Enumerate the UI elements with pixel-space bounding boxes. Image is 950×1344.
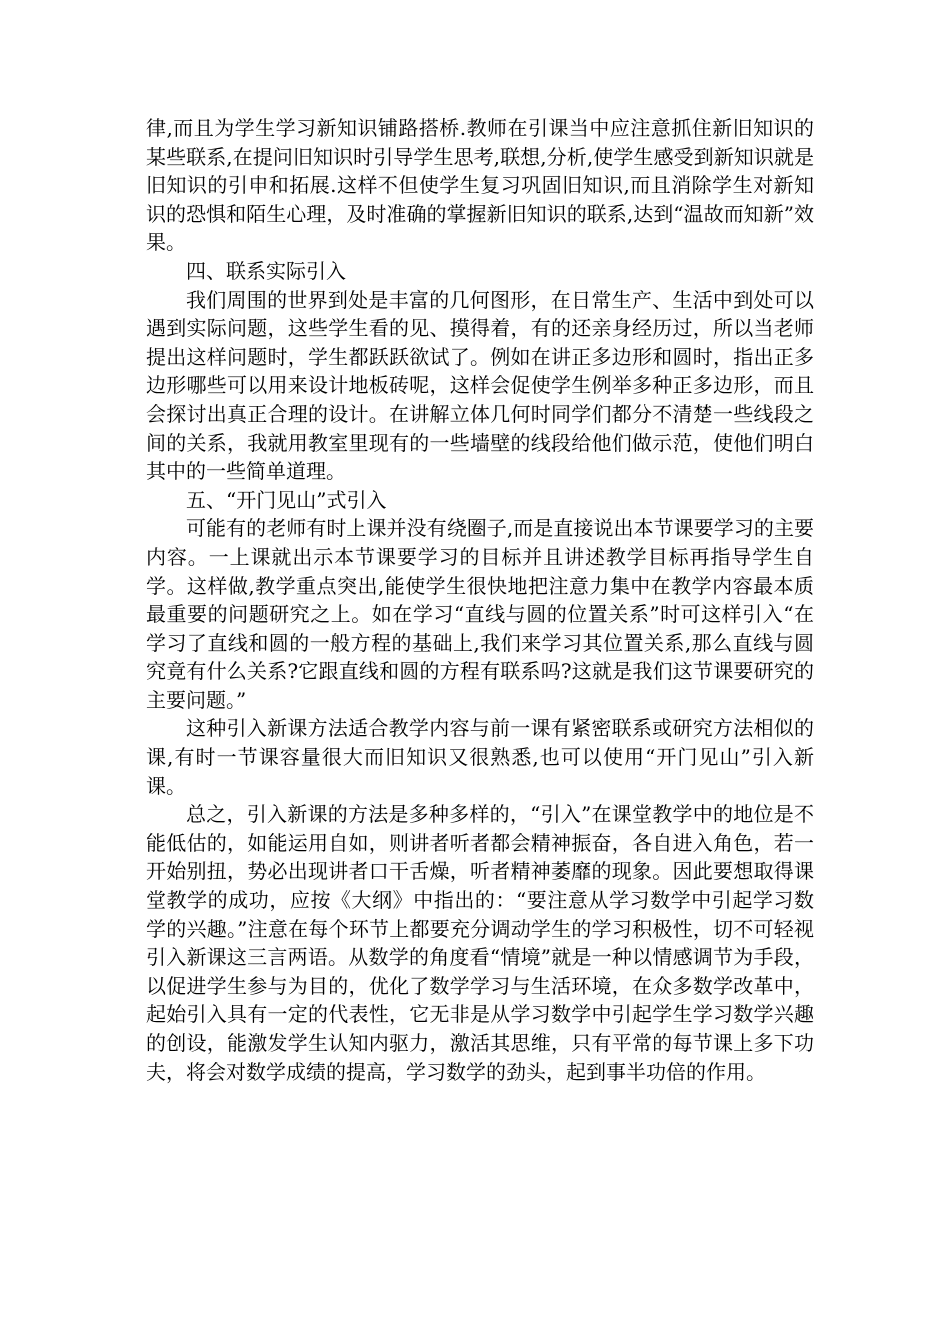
paragraph-real-life: 我们周围的世界到处是丰富的几何图形，在日常生产、生活中到处可以遇到实际问题，这些学生看的见、摸得着，有的还亲身经历过，所以当老师提出这样问题时，学生都跃跃欲试了。例如在讲正多边形和圆时，指出正多边形哪些可以用来设计地板砖呢，这样会促使学生例举多种正多边形，而且会探讨出真正合理的设计。在讲解立体几何时同学们都分不清楚一些线段之间的关系，我就用教室里现有的一些墙壁的线段给他们做示范，使他们明白其中的一些简单道理。 bbox=[146, 287, 814, 484]
document-body bbox=[146, 114, 814, 1086]
paragraph-method-usage: 这种引入新课方法适合教学内容与前一课有紧密联系或研究方法相似的课,有时一节课容量很大而旧知识又很熟悉,也可以使用“开门见山”引入新课。 bbox=[146, 716, 814, 798]
section-heading-5: 五、“开门见山”式引入 bbox=[186, 487, 387, 512]
paragraph-conclusion: 总之，引入新课的方法是多种多样的，“引入”在课堂教学中的地位是不能低估的，如能运用自如，则讲者听者都会精神振奋，各自进入角色，若一开始别扭，势必出现讲者口干舌燥，听者精神萎靡的现象。因此要想取得课堂教学的成功，应按《大纲》中指出的：“要注意从学习数学中引起学习数学的兴趣。”注意在每个环节上都要充分调动学生的学习积极性，切不可轻视引入新课这三言两语。从数学的角度看“情境”就是一种以情感调节为手段，以促进学生参与为目的，优化了数学学习与生活环境，在众多数学改革中，起始引入具有一定的代表性，它无非是从学习数学中引起学生学习数学兴趣的创设，能激发学生认知内驱力，激活其思维，只有平常的每节课上多下功夫，将会对数学成绩的提高，学习数学的劲头，起到事半功倍的作用。 bbox=[146, 802, 814, 1084]
paragraph-direct-intro: 可能有的老师有时上课并没有绕圈子,而是直接说出本节课要学习的主要内容。一上课就出示本节课要学习的目标并且讲述教学目标再指导学生自学。这样做,教学重点突出,能使学生很快地把注意力集中在教学内容最本质最重要的问题研究之上。如在学习“直线与圆的位置关系”时可这样引入“在学习了直线和圆的一般方程的基础上,我们来学习其位置关系,那么直线与圆究竟有什么关系?它跟直线和圆的方程有联系吗?这就是我们这节课要研究的主要问题。” bbox=[146, 516, 814, 712]
section-heading-4: 四、联系实际引入 bbox=[186, 258, 346, 283]
paragraph-continuation: 律,而且为学生学习新知识铺路搭桥.教师在引课当中应注意抓住新旧知识的某些联系,在提问旧知识时引导学生思考,联想,分析,使学生感受到新知识就是旧知识的引申和拓展.这样不但使学生复习巩固旧知识,而且消除学生对新知识的恐惧和陌生心理，及时准确的掌握新旧知识的联系,达到“温故而知新”效果。 bbox=[146, 116, 814, 255]
